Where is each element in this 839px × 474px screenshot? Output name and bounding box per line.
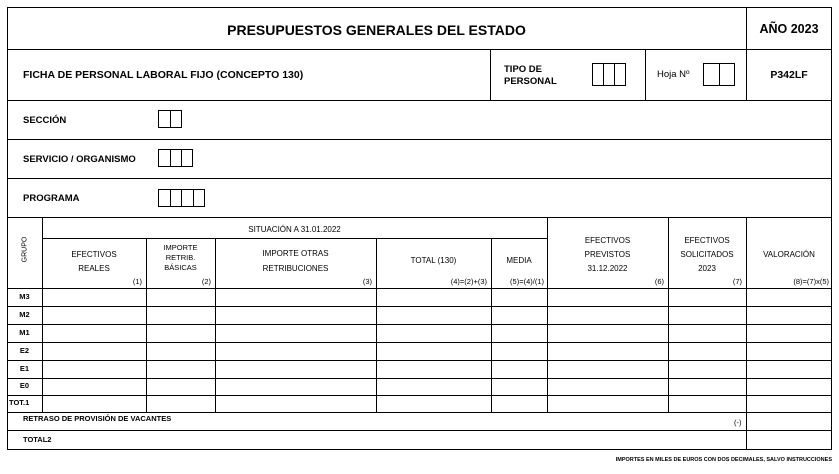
col6-number: (6) (654, 277, 664, 286)
col2-label-2: RETRIB. (165, 253, 196, 262)
total2-label: TOTAL2 (23, 435, 52, 444)
col1-number: (1) (132, 277, 142, 286)
retraso-label: RETRASO DE PROVISIÓN DE VACANTES (23, 414, 172, 423)
row-label: M1 (19, 328, 30, 337)
col2-label-1: IMPORTE (163, 243, 198, 252)
hoja-number-field[interactable] (703, 63, 735, 86)
col3-number: (3) (362, 277, 372, 286)
col4-label: TOTAL (130) (410, 256, 457, 265)
programa-field[interactable] (158, 189, 205, 207)
row-label: E1 (19, 364, 30, 373)
form-title: PRESUPUESTOS GENERALES DEL ESTADO (227, 22, 526, 38)
row-label: E0 (19, 381, 30, 390)
col4-number: (4)=(2)+(3) (450, 277, 487, 286)
col8-number: (8)=(7)x(5) (793, 277, 829, 286)
form-code: P342LF (770, 69, 808, 81)
row-label: M2 (19, 310, 30, 319)
col1-label-2: REALES (78, 264, 110, 273)
footer-note: IMPORTES EN MILES DE EUROS CON DOS DECIMALES, SALVO INSTRUCCIONES (615, 457, 832, 463)
col3-label-1: IMPORTE OTRAS (262, 249, 329, 258)
col3-label-2: RETRIBUCIONES (262, 264, 329, 273)
col7-label-1: EFECTIVOS (684, 236, 730, 245)
col6-label-2: PREVISTOS (584, 250, 631, 259)
form-name: FICHA DE PERSONAL LABORAL FIJO (CONCEPTO 130) (23, 69, 304, 81)
col7-label-3: 2023 (698, 264, 716, 273)
col7-label-2: SOLICITADOS (680, 250, 734, 259)
col6-label-1: EFECTIVOS (584, 236, 631, 245)
tipo-personal-label-1: TIPO DE (504, 64, 543, 75)
budget-year: AÑO 2023 (759, 22, 819, 36)
row-label: TOT.1 (9, 398, 30, 407)
col2-label-3: BÁSICAS (164, 263, 197, 272)
col5-label: MEDIA (506, 256, 532, 265)
col8-label: VALORACIÓN (763, 250, 815, 259)
tipo-personal-field[interactable] (592, 63, 626, 86)
servicio-field[interactable] (158, 149, 193, 167)
row-label: M3 (19, 292, 30, 301)
col5-number: (5)=(4)/(1) (510, 277, 544, 286)
situacion-header: SITUACIÓN A 31.01.2022 (248, 225, 341, 234)
hoja-label: Hoja Nº (657, 69, 690, 80)
retraso-minus: (-) (734, 418, 742, 427)
col7-number: (7) (732, 277, 742, 286)
seccion-field[interactable] (158, 110, 182, 128)
seccion-label: SECCIÓN (23, 115, 67, 126)
servicio-label: SERVICIO / ORGANISMO (23, 154, 136, 165)
row-label: E2 (19, 346, 30, 355)
programa-label: PROGRAMA (23, 193, 80, 204)
grupo-header: GRUPO (21, 236, 29, 263)
col2-number: (2) (201, 277, 211, 286)
tipo-personal-label-2: PERSONAL (504, 76, 557, 87)
col1-label-1: EFECTIVOS (71, 250, 117, 259)
col6-label-3: 31.12.2022 (587, 264, 628, 273)
